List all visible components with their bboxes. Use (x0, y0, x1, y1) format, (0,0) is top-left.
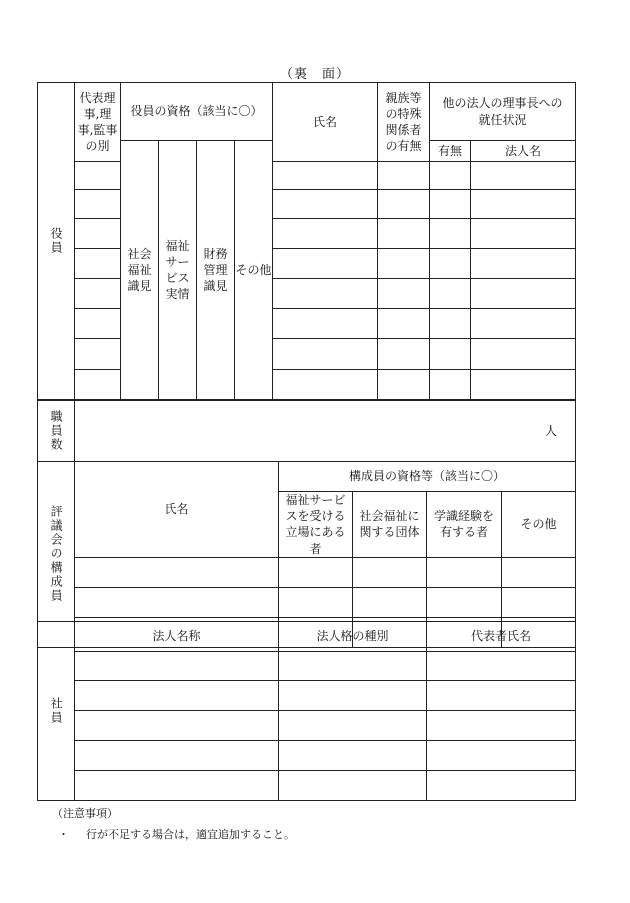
page-title: （裏 面） (279, 67, 350, 82)
header-qual-service: 福祉サービス実情 (159, 141, 197, 400)
header-relatives: 親族等の特殊関係者の有無 (378, 83, 430, 162)
header-corp-name: 法人名 (471, 141, 576, 162)
table-row (38, 279, 576, 309)
header-representative-type: 代表理事,理事,監事の別 (75, 83, 121, 162)
members-section-label: 社員 (38, 622, 75, 801)
header-qual-academic: 学識経験を有する者 (427, 492, 502, 558)
notes-item (52, 825, 295, 846)
header-officer-name: 氏名 (273, 83, 378, 162)
header-officer-qualification: 役員の資格（該当に〇） (121, 83, 273, 141)
staff-count-cell[interactable] (75, 401, 576, 462)
table-row (38, 771, 576, 801)
table-row (38, 162, 576, 190)
council-table (37, 461, 576, 648)
header-council-other: その他 (502, 492, 576, 558)
header-presence: 有無 (430, 141, 471, 162)
header-council-qualification: 構成員の資格等（該当に〇） (279, 462, 576, 492)
officers-table (37, 82, 576, 400)
table-row (38, 370, 576, 400)
table-row (38, 652, 576, 681)
table-row (38, 339, 576, 370)
staff-unit: 人 (544, 423, 557, 438)
table-row (38, 711, 576, 741)
header-corp-title: 法人名称 (75, 622, 279, 652)
header-qual-other: その他 (235, 141, 273, 400)
table-row (38, 557, 576, 587)
table-row (38, 587, 576, 617)
notes-section (52, 804, 295, 846)
header-qual-welfare: 社会福祉識見 (121, 141, 159, 400)
header-rep-name: 代表者氏名 (427, 622, 576, 652)
notes-bullet: ・ (58, 827, 69, 841)
table-row (38, 249, 576, 279)
table-row (38, 309, 576, 339)
header-corp-type: 法人格の種別 (279, 622, 427, 652)
council-section-label: 評議会の構成員 (38, 462, 75, 648)
staff-section-label: 職員数 (38, 401, 75, 462)
header-qual-service-user: 福祉サービスを受ける立場にある者 (279, 492, 353, 558)
header-council-name: 氏名 (75, 462, 279, 558)
table-row (38, 190, 576, 219)
table-row (38, 741, 576, 771)
notes-item-text: 行が不足する場合は，適宜追加すること。 (86, 827, 295, 841)
header-qual-welfare-org: 社会福祉に関する団体 (353, 492, 427, 558)
header-qual-finance: 財務管理識見 (197, 141, 235, 400)
members-table (37, 621, 576, 801)
officers-section-label: 役員 (38, 83, 75, 400)
table-row (38, 219, 576, 249)
staff-table (37, 400, 576, 462)
table-row (38, 681, 576, 711)
notes-heading: （注意事項） (52, 807, 118, 820)
header-other-corp-chair: 他の法人の理事長への就任状況 (430, 83, 576, 141)
